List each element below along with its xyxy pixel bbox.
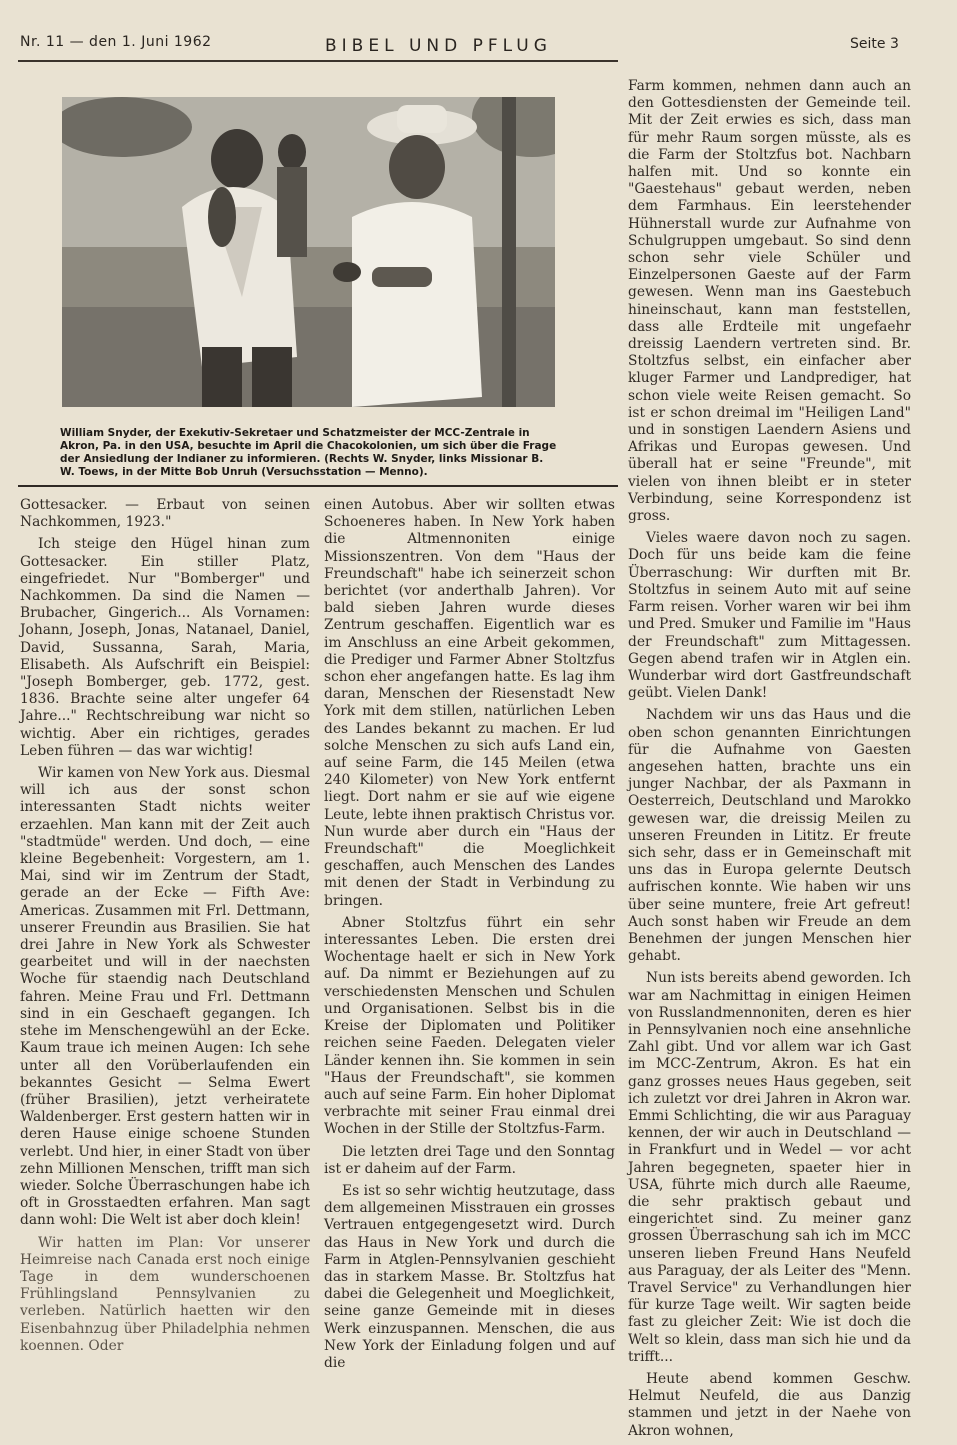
paragraph: Es ist so sehr wichtig heutzutage, dass dem allgemeinen Misstrauen ein grosses Vertrauen entgegengesetzt wird. Durch das Haus in New York und durch die Farm in Atglen-Pennsylvanien geschieht das in starkem Masse. Br. Stoltzfus hat dabei die Gelegenheit und Moeglichkeit, seine ganze Gemeinde mit in dieses Werk einzuspannen. Menschen, die aus New York der Einladung folgen und auf die <box>324 1182 615 1371</box>
issue-date: Nr. 11 — den 1. Juni 1962 <box>20 34 212 50</box>
paragraph: Farm kommen, nehmen dann auch an den Gottesdiensten der Gemeinde teil. Mit der Zeit erwies es sich, dass man für mehr Raum sorgen müsste, als es die Farm der Stoltzfus bot. Nachbarn halfen mit. Und so konnte ein "Gaestehaus" gebaut werden, neben dem Farmhaus. Ein leerstehender Hühnerstall wurde zur Aufnahme von Schulgruppen umgebaut. So sind denn schon sehr viele Schüler und Einzelpersonen Gaeste auf der Farm gewesen. Wenn man ins Gaestebuch hineinschaut, kann man feststellen, dass alle Erdteile mit ungefaehr dreissig Laendern vertreten sind. Br. Stoltzfus selbst, ein einfacher aber kluger Farmer und Landprediger, hat schon viele weite Reisen gemacht. So ist er schon dreimal im "Heiligen Land" und in sonstigen Laendern Asiens und Afrikas und Europas gewesen. Und überall hat er seine "Freunde", mit vielen von ihnen bleibt er in steter Verbindung, seine Korrespondenz ist gross. <box>628 78 911 525</box>
paragraph: Heute abend kommen Geschw. Helmut Neufeld, die aus Danzig stammen und jetzt in der Naehe von Akron wohnen, <box>628 1371 911 1439</box>
page-number: Seite 3 <box>850 36 899 52</box>
paragraph: einen Autobus. Aber wir sollten etwas Schoeneres haben. In New York haben die Altmennoniten einige Missionszentren. Von dem "Haus der Freundschaft" habe ich seinerzeit schon berichtet (vor anderthalb Jahren). Vor bald sieben Jahren wurde dieses Zentrum geschaffen. Eigentlich war es im Anschluss an eine Arbeit gekommen, die Prediger und Farmer Abner Stoltzfus schon eher angefangen hatte. Es lag ihm daran, Menschen der Riesenstadt New York mit dem stillen, natürlichen Leben des Landes bekannt zu machen. Er lud solche Menschen zu sich aufs Land ein, auf seine Farm, die 145 Meilen (etwa 240 Kilometer) von New York entfernt liegt. Dort nahm er sie auf wie eigene Leute, lebte ihnen praktisch Christus vor. Nun wurde aber durch ein "Haus der Freundschaft" die Moeglichkeit geschaffen, auch Menschen des Landes mit denen der Stadt in Verbindung zu bringen. <box>324 497 615 909</box>
photo-caption: William Snyder, der Exekutiv-Sekretaer und Schatzmeister der MCC-Zentrale in Akron, Pa. in den USA, besuchte im April die Chacokolonien, um sich über die Frage der Ansiedlung der Indianer zu informieren. (Rechts W. Snyder, links Missionar B. W. Toews, in der Mitte Bob Unruh (Versuchsstation — Menno). <box>60 427 557 478</box>
paragraph: Abner Stoltzfus führt ein sehr interessantes Leben. Die ersten drei Wochentage haelt er sich in New York auf. Da nimmt er Beziehungen auf zu verschiedensten Menschen und Schulen und Organisationen. Selbst bis in die Kreise der Diplomaten und Politiker reichen seine Faeden. Delegaten vieler Länder kennen ihn. Sie kommen in sein "Haus der Freundschaft", sie kommen auch auf seine Farm. Ein hoher Diplomat verbrachte mit seiner Frau einmal drei Wochen in der Stille der Stoltzfus-Farm. <box>324 914 615 1138</box>
paragraph: Nachdem wir uns das Haus und die oben schon genannten Einrichtungen für die Aufnahme von Gaesten angesehen hatten, brachte uns ein junger Nachbar, der als Paxmann in Oesterreich, Deutschland und Marokko gewesen war, die dreissig Meilen zu unseren Freunden in Lititz. Er freute sich sehr, dass er in Gemeinschaft mit uns das in Europa gelernte Deutsch aufrischen konnte. Wie haben wir uns über seine muntere, freie Art gefreut! Auch sonst haben wir Freude an dem Benehmen der jungen Menschen hier gehabt. <box>628 707 911 965</box>
paragraph: Wir hatten im Plan: Vor unserer Heimreise nach Canada erst noch einige Tage in dem wunderschoenen Frühlingsland Pennsylvanien zu verleben. Natürlich haetten wir den Eisenbahnzug über Philadelphia nehmen koennen. Oder <box>20 1234 310 1354</box>
paragraph: Gottesacker. — Erbaut von seinen Nachkommen, 1923." <box>20 497 310 531</box>
paragraph: Nun ists bereits abend geworden. Ich war am Nachmittag in einigen Heimen von Russlandmennoniten, deren es hier in Pennsylvanien noch eine ansehnliche Zahl gibt. Und vor allem war ich Gast im MCC-Zentrum, Akron. Es hat ein ganz grosses neues Haus gegeben, seit ich zuletzt vor drei Jahren in Akron war. Emmi Schlichting, die wir aus Paraguay kennen, der wir auch in Deutschland — in Frankfurt und in Wedel — vor acht Jahren begegneten, spaeter hier in USA, führte mich durch alle Raeume, die sehr praktisch gebaut und eingerichtet sind. Zu meiner ganz grossen Überraschung sah ich im MCC unseren lieben Freund Hans Neufeld aus Paraguay, der als Leiter des "Menn. Travel Service" zu Verhandlungen hier für kurze Tage weilt. Wir sagten beide fast zu gleicher Zeit: Wie ist doch die Welt so klein, dass man sich hie und da trifft... <box>628 970 911 1365</box>
paragraph: Die letzten drei Tage und den Sonntag ist er daheim auf der Farm. <box>324 1143 615 1177</box>
paragraph: Ich steige den Hügel hinan zum Gottesacker. Ein stiller Platz, eingefriedet. Nur "Bomberger" und Nachkommen. Da sind die Namen — Brubacher, Gingerich... Als Vornamen: Johann, Joseph, Jonas, Natanael, Daniel, David, Sussanna, Sarah, Maria, Elisabeth. Als Aufschrift ein Beispiel: "Joseph Bomberger, geb. 1772, gest. 1836. Brachte seine alter ungefer 64 Jahre..." Rechtschreibung war nicht so wichtig. Aber ein richtiges, gerades Leben führen — das war wichtig! <box>20 536 310 759</box>
article-column-3 <box>628 78 911 1445</box>
masthead-title: BIBEL UND PFLUG <box>325 36 552 56</box>
article-column-2 <box>324 497 615 1377</box>
paragraph: Wir kamen von New York aus. Diesmal will ich aus der sonst schon interessanten Stadt nichts weiter erzaehlen. Man kann mit der Zeit auch "stadtmüde" werden. Und doch, — eine kleine Begebenheit: Vorgestern, am 1. Mai, sind wir im Zentrum der Stadt, gerade an der Ecke — Fifth Ave: Americas. Zusammen mit Frl. Dettmann, unserer Freundin aus Brasilien. Sie hat drei Jahre in New York als Schwester gearbeitet und will in der naechsten Woche für staendig nach Deutschland fahren. Meine Frau und Frl. Dettmann sind in ein Geschaeft gegangen. Ich stehe im Menschengewühl an der Ecke. Kaum traue ich meinen Augen: Ich sehe unter all den Vorüberlaufenden ein bekanntes Gesicht — Selma Ewert (früher Brasilien), jetzt verheiratete Waldenberger. Erst gestern hatten wir in deren Hause einige schoene Stunden verlebt. Und hier, in einer Stadt von über zehn Millionen Menschen, trifft man sich wieder. Solche Überraschungen habe ich oft in Grosstaedten erfahren. Man sagt dann wohl: Die Welt ist aber doch klein! <box>20 765 310 1229</box>
article-column-1 <box>20 497 310 1360</box>
caption-rule <box>18 485 618 487</box>
photo-illustration <box>62 97 555 407</box>
paragraph: Vieles waere davon noch zu sagen. Doch für uns beide kam die feine Überraschung: Wir durften mit Br. Stoltzfus in seinem Auto mit auf seine Farm reisen. Vorher waren wir bei ihm und Pred. Smuker und Familie im "Haus der Freundschaft" zum Mittagessen. Gegen abend trafen wir in Atglen ein. Wunderbar wird dort Gastfreundschaft geübt. Vielen Dank! <box>628 530 911 702</box>
news-photo <box>62 97 555 407</box>
header-rule <box>18 60 618 62</box>
